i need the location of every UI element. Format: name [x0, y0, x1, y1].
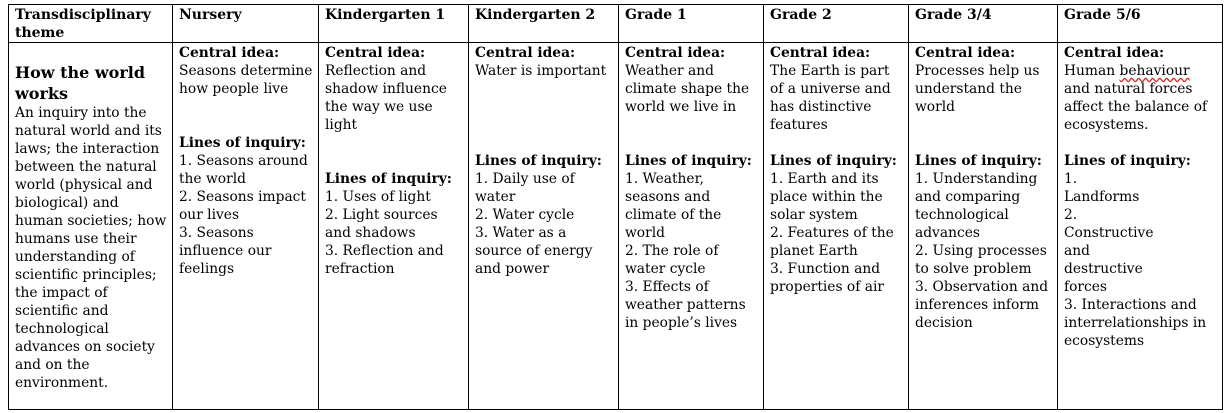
grade56-line: Constructive — [1064, 225, 1154, 241]
header-grade34 — [909, 5, 1058, 43]
central-idea-label: Central idea: — [179, 45, 280, 61]
kg1-central-idea: Reflection and shadow influence the way we use light — [325, 63, 447, 133]
header-grade56 — [1058, 5, 1223, 43]
kg1-line-3: 3. Reflection and refraction — [325, 243, 444, 277]
kg1-cell — [319, 43, 469, 410]
nursery-line-1: 1. Seasons around the world — [179, 153, 308, 187]
header-grade2 — [764, 5, 909, 43]
lines-of-inquiry-label: Lines of inquiry: — [770, 153, 897, 169]
central-idea-label: Central idea: — [625, 45, 726, 61]
header-kg2 — [469, 5, 619, 43]
grade2-line-1: 1. Earth and its place within the solar system — [770, 171, 883, 223]
nursery-cell — [173, 43, 319, 410]
grade2-line-2: 2. Features of the planet Earth — [770, 225, 894, 259]
kg2-line-3: 3. Water as a source of energy and power — [475, 225, 593, 277]
theme-cell — [9, 43, 173, 410]
grade2-line-3: 3. Function and properties of air — [770, 261, 884, 295]
header-kg2-label: Kindergarten 2 — [475, 7, 596, 23]
lines-of-inquiry-label: Lines of inquiry: — [1064, 153, 1191, 169]
grade56-line: 1. — [1064, 171, 1078, 187]
header-row — [9, 5, 1223, 43]
central-idea-label: Central idea: — [1064, 45, 1165, 61]
nursery-central-idea: Seasons determine how people live — [179, 63, 313, 97]
grade56-line: 2. — [1064, 207, 1078, 223]
grade1-line-1: 1. Weather, seasons and climate of the world — [625, 171, 722, 241]
grade56-line: forces — [1064, 279, 1107, 295]
theme-title: How the world works — [15, 63, 146, 103]
grade56-cell — [1058, 43, 1223, 410]
kg1-line-2: 2. Light sources and shadows — [325, 207, 438, 241]
lines-of-inquiry-label: Lines of inquiry: — [179, 135, 306, 151]
grade1-cell — [619, 43, 764, 410]
lines-of-inquiry-label: Lines of inquiry: — [475, 153, 602, 169]
grade1-line-2: 2. The role of water cycle — [625, 243, 719, 277]
header-kg1 — [319, 5, 469, 43]
grade34-line-3: 3. Observation and inferences inform decision — [915, 279, 1049, 331]
grade1-line-3: 3. Effects of weather patterns in people’s lives — [625, 279, 746, 331]
header-theme — [9, 5, 173, 43]
header-theme-label: Transdisciplinary theme — [15, 7, 151, 41]
grade56-central-idea-pre: Human — [1064, 63, 1120, 79]
header-kg1-label: Kindergarten 1 — [325, 7, 446, 23]
nursery-line-2: 2. Seasons impact our lives — [179, 189, 306, 223]
grade34-line-1: 1. Understanding and comparing technological advances — [915, 171, 1038, 241]
kg1-line-1: 1. Uses of light — [325, 189, 431, 205]
spellcheck-word: behaviour — [1119, 63, 1190, 79]
grade56-line: and — [1064, 243, 1090, 259]
central-idea-label: Central idea: — [915, 45, 1016, 61]
header-grade2-label: Grade 2 — [770, 7, 832, 23]
curriculum-table — [8, 4, 1223, 410]
header-nursery-label: Nursery — [179, 7, 242, 23]
lines-of-inquiry-label: Lines of inquiry: — [915, 153, 1042, 169]
grade56-line: Landforms — [1064, 189, 1140, 205]
central-idea-label: Central idea: — [770, 45, 871, 61]
header-nursery — [173, 5, 319, 43]
grade2-central-idea: The Earth is part of a universe and has distinctive features — [770, 63, 891, 133]
header-grade56-label: Grade 5/6 — [1064, 7, 1141, 23]
theme-description: An inquiry into the natural world and its laws; the interaction between the natural world (physical and biological) and human societies; how humans use their understanding of scientific principles; the impact of scientific and technological advances on society and on the environment. — [15, 105, 167, 391]
grade34-central-idea: Processes help us understand the world — [915, 63, 1040, 115]
grade56-central-idea — [1064, 62, 1217, 134]
central-idea-label: Central idea: — [475, 45, 576, 61]
grade56-line: destructive — [1064, 261, 1143, 277]
kg2-central-idea: Water is important — [475, 63, 607, 79]
grade34-line-2: 2. Using processes to solve problem — [915, 243, 1047, 277]
nursery-line-3: 3. Seasons influence our feelings — [179, 225, 272, 277]
grade34-cell — [909, 43, 1058, 410]
grade56-central-idea-post: and natural forces affect the balance of ecosystems. — [1064, 81, 1208, 133]
kg2-line-2: 2. Water cycle — [475, 207, 575, 223]
header-grade34-label: Grade 3/4 — [915, 7, 992, 23]
lines-of-inquiry-label: Lines of inquiry: — [625, 153, 752, 169]
header-grade1-label: Grade 1 — [625, 7, 687, 23]
kg2-cell — [469, 43, 619, 410]
grade2-cell — [764, 43, 909, 410]
central-idea-label: Central idea: — [325, 45, 426, 61]
content-row — [9, 43, 1223, 410]
grade1-central-idea: Weather and climate shape the world we live in — [625, 63, 750, 115]
grade56-line: 3. Interactions and interrelationships in ecosystems — [1064, 297, 1207, 349]
kg2-line-1: 1. Daily use of water — [475, 171, 575, 205]
header-grade1 — [619, 5, 764, 43]
lines-of-inquiry-label: Lines of inquiry: — [325, 171, 452, 187]
